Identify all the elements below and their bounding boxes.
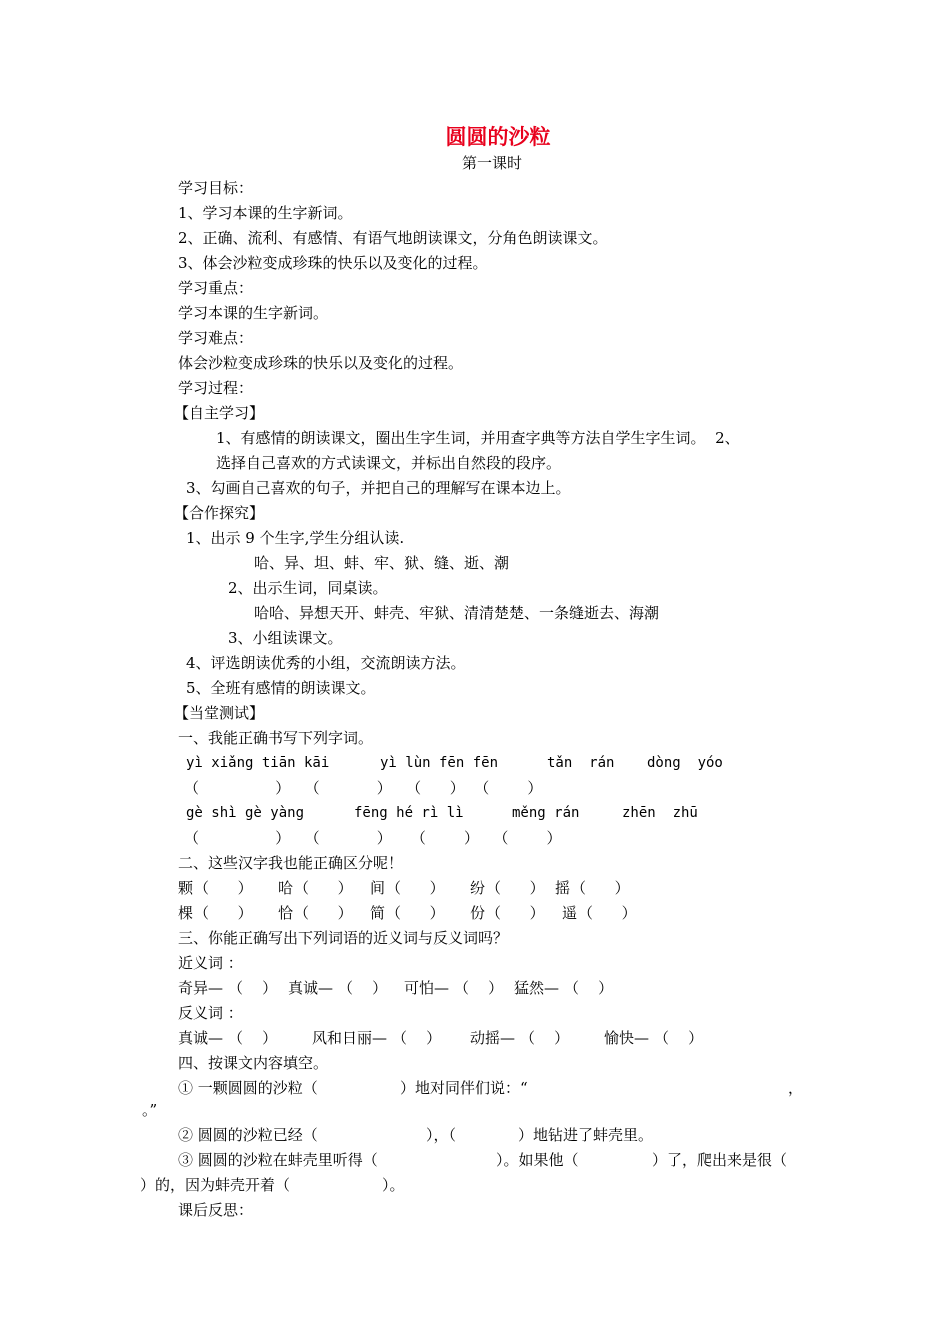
char-blank: （ ） [578, 904, 637, 922]
char-1-2: 哈 [278, 879, 294, 897]
goal-item-3: 3、体会沙粒变成珍珠的快乐以及变化的过程。 [178, 254, 488, 272]
key-text: 学习本课的生字新词。 [178, 304, 329, 322]
char-blank: （ ） [486, 904, 545, 922]
antonym-1: 真诚— [178, 1029, 224, 1047]
pinyin-2-4: zhēn zhū [622, 805, 698, 821]
difficulty-heading: 学习难点： [178, 329, 254, 347]
pinyin-2-3: měng rán [512, 805, 580, 821]
pinyin-1-2: yì lùn fēn fēn [380, 755, 499, 771]
synonym-4: 猛然— [514, 979, 560, 997]
char-1-5: 摇 [555, 879, 571, 897]
fill-1-end: 。” [142, 1101, 158, 1119]
question-4: 四、按课文内容填空。 [178, 1054, 329, 1072]
antonym-3: 动摇— [470, 1029, 516, 1047]
blank-row-1: （ ） （ ） （ ） （ ） [184, 779, 543, 797]
process-heading: 学习过程： [178, 379, 254, 397]
self-study-line-1: 1、有感情的朗读课文，圈出生字生词，并用查字典等方法自学生字生词。 2、 [216, 429, 740, 447]
synonym-blank: （ ） [564, 979, 614, 997]
fill-2-part-c: ）地钻进了蚌壳里。 [518, 1126, 654, 1144]
fill-2-part-b: ），（ [426, 1126, 457, 1144]
pinyin-2-2: fēng hé rì lì [354, 805, 464, 821]
synonym-1: 奇异— [178, 979, 224, 997]
char-2-2: 恰 [278, 904, 294, 922]
cooperation-item-3: 3、小组读课文。 [228, 629, 343, 647]
char-2-4: 份 [470, 904, 486, 922]
fill-2-part-a: ② 圆圆的沙粒已经（ [178, 1126, 318, 1144]
antonym-4: 愉快— [604, 1029, 650, 1047]
antonym-blank: （ ） [520, 1029, 570, 1047]
fill-3-part-b: ）。如果他（ [496, 1151, 579, 1169]
cooperation-item-4: 4、评选朗读优秀的小组，交流朗读方法。 [186, 654, 466, 672]
fill-3-part-d: ）的，因为蚌壳开着（ [140, 1176, 291, 1194]
test-heading: 【当堂测试】 [174, 704, 265, 722]
synonym-3: 可怕— [404, 979, 450, 997]
antonym-blank: （ ） [228, 1029, 278, 1047]
antonym-label: 反义词 ： [178, 1004, 243, 1022]
reflection-heading: 课后反思： [178, 1201, 254, 1219]
fill-1-part-c: ， [788, 1079, 804, 1097]
page-subtitle: 第一课时 [461, 154, 522, 172]
goals-heading: 学习目标： [178, 179, 254, 197]
new-words: 哈哈、异想天开、蚌壳、牢狱、清清楚楚、一条缝逝去、海潮 [254, 604, 660, 622]
char-blank: （ ） [386, 879, 445, 897]
pinyin-2-1: gè shì gè yàng [186, 805, 305, 821]
synonym-blank: （ ） [338, 979, 388, 997]
synonym-2: 真诚— [288, 979, 334, 997]
pinyin-1-4: dòng yóo [647, 755, 723, 771]
char-blank: （ ） [386, 904, 445, 922]
fill-3-part-a: ③ 圆圆的沙粒在蚌壳里听得（ [178, 1151, 378, 1169]
cooperation-heading: 【合作探究】 [174, 504, 265, 522]
page-title: 圆圆的沙粒 [445, 124, 551, 149]
char-blank: （ ） [294, 879, 353, 897]
pinyin-1-3: tǎn rán [547, 755, 615, 771]
key-heading: 学习重点： [178, 279, 254, 297]
char-1-3: 间 [370, 879, 386, 897]
difficulty-text: 体会沙粒变成珍珠的快乐以及变化的过程。 [178, 354, 464, 372]
self-study-heading: 【自主学习】 [174, 404, 265, 422]
cooperation-item-2: 2、出示生词，同桌读。 [228, 579, 388, 597]
cooperation-item-5: 5、全班有感情的朗读课文。 [186, 679, 376, 697]
blank-row-2: （ ） （ ） （ ） （ ） [184, 829, 562, 847]
fill-1-part-a: ① 一颗圆圆的沙粒（ [178, 1079, 318, 1097]
synonym-label: 近义词 ： [178, 954, 243, 972]
char-blank: （ ） [194, 904, 253, 922]
char-2-5: 遥 [562, 904, 578, 922]
question-3: 三、你能正确写出下列词语的近义词与反义词吗？ [178, 929, 509, 947]
char-blank: （ ） [294, 904, 353, 922]
antonym-2: 风和日丽— [312, 1029, 388, 1047]
char-1-4: 纷 [470, 879, 486, 897]
goal-item-1: 1、学习本课的生字新词。 [178, 204, 353, 222]
synonym-blank: （ ） [228, 979, 278, 997]
char-2-3: 简 [370, 904, 386, 922]
char-2-1: 棵 [178, 904, 194, 922]
new-characters: 哈、异、坦、蚌、牢、狱、缝、逝、潮 [254, 554, 510, 572]
fill-3-part-e: ）。 [382, 1176, 405, 1194]
char-blank: （ ） [486, 879, 545, 897]
self-study-line-3: 3、勾画自己喜欢的句子，并把自己的理解写在课本边上。 [186, 479, 571, 497]
char-blank: （ ） [571, 879, 630, 897]
question-1: 一、我能正确书写下列字词。 [178, 729, 374, 747]
question-2: 二、这些汉字我也能正确区分呢！ [178, 854, 404, 872]
char-blank: （ ） [194, 879, 253, 897]
antonym-blank: （ ） [392, 1029, 442, 1047]
pinyin-1-1: yì xiǎng tiān kāi [186, 755, 330, 771]
antonym-blank: （ ） [654, 1029, 704, 1047]
fill-3-part-c: ）了，爬出来是很（ [652, 1151, 788, 1169]
synonym-blank: （ ） [454, 979, 504, 997]
goal-item-2: 2、正确、流利、有感情、有语气地朗读课文，分角色朗读课文。 [178, 229, 608, 247]
char-1-1: 颗 [178, 879, 194, 897]
fill-1-part-b: ）地对同伴们说：“ [400, 1079, 528, 1097]
cooperation-item-1: 1、出示 9 个生字,学生分组认读. [186, 529, 405, 547]
self-study-line-2: 选择自己喜欢的方式读课文，并标出自然段的段序。 [216, 454, 562, 472]
